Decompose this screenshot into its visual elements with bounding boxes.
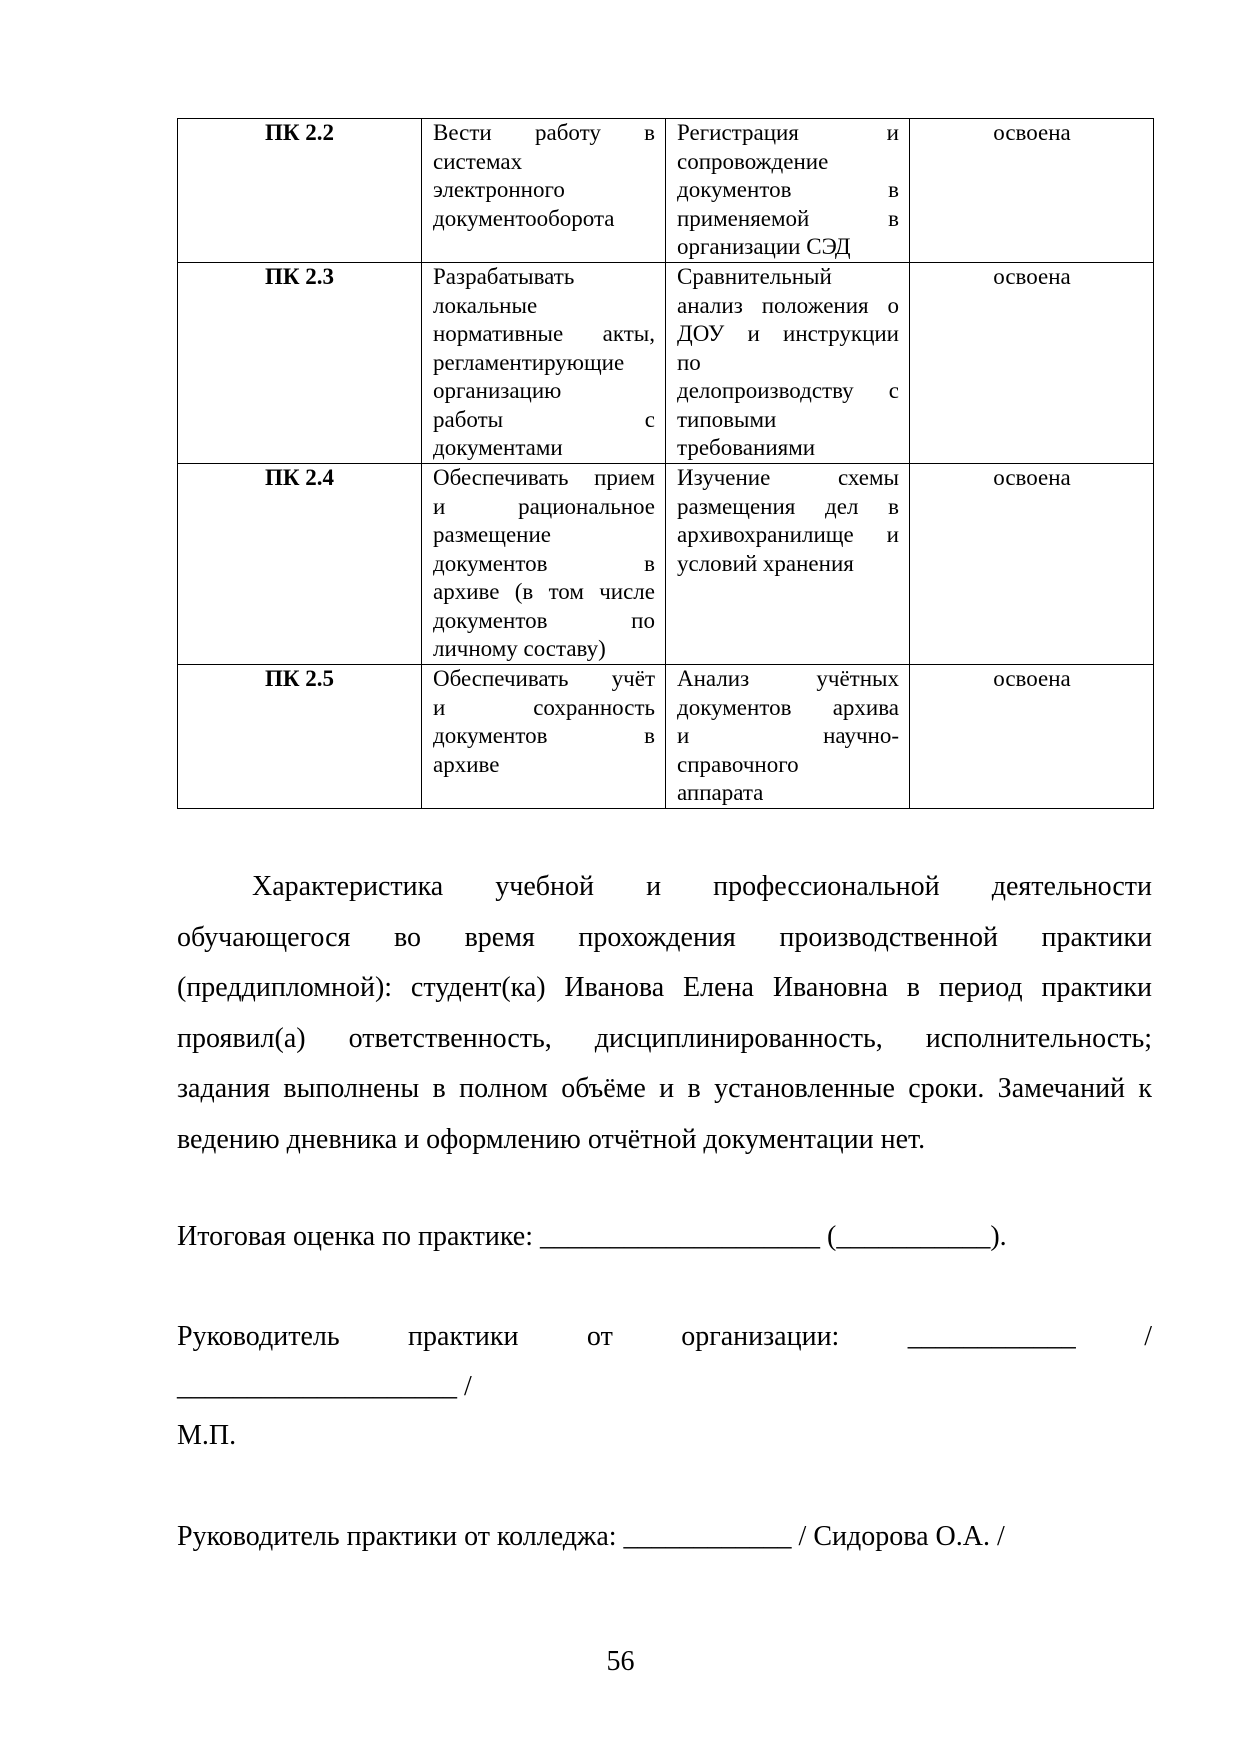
college-supervisor-line: Руководитель практики от колледжа: ____________ / Сидорова О.А. / [177, 1521, 1005, 1552]
cell-text-line: Вести работу в [433, 120, 655, 145]
task-cell [422, 464, 666, 665]
competency-code-cell: ПК 2.2 [178, 119, 422, 263]
cell-text-line: и научно- [677, 723, 899, 748]
final-grade-line: Итоговая оценка по практике: ____________________ (___________). [177, 1221, 1007, 1252]
cell-text-line: по [677, 349, 701, 375]
status-cell: освоена [910, 464, 1154, 665]
competency-code-cell: ПК 2.4 [178, 464, 422, 665]
task-cell [422, 665, 666, 809]
stamp-label: М.П. [177, 1420, 237, 1451]
cell-text-line: архиве [433, 751, 500, 777]
cell-text-line: электронного [433, 177, 565, 202]
cell-text-line: документами [433, 435, 563, 460]
paragraph-line: Характеристика учебной и профессиональной деятельности [252, 871, 1152, 902]
paragraph-line: обучающегося во время прохождения производственной практики [177, 921, 1152, 953]
cell-text-line: Обеспечивать учёт [433, 666, 655, 691]
cell-text-line: применяемой в [677, 205, 899, 231]
competencies-table [177, 118, 1154, 809]
cell-text-line: локальные [433, 292, 538, 318]
table-row [178, 464, 1154, 665]
cell-text-line: аппарата [677, 780, 764, 805]
table-row [178, 263, 1154, 464]
cell-text-line: архиве (в том числе [433, 579, 655, 604]
table-row [178, 665, 1154, 809]
cell-text-line: Анализ учётных [677, 666, 899, 691]
cell-text-line: делопроизводству с [677, 378, 899, 403]
activity-cell [666, 263, 910, 464]
cell-text-line: организации СЭД [677, 234, 851, 259]
cell-text-line: размещение [433, 522, 551, 547]
cell-text-line: ДОУ и инструкции [677, 321, 899, 346]
activity-cell [666, 665, 910, 809]
cell-text-line: документов по [433, 607, 655, 633]
cell-text-line: системах [433, 148, 523, 174]
cell-text-line: архивохранилище и [677, 522, 899, 547]
org-supervisor-line-2: ____________________ / [177, 1371, 472, 1402]
task-cell [422, 119, 666, 263]
competency-code-cell: ПК 2.5 [178, 665, 422, 809]
status-cell: освоена [910, 665, 1154, 809]
cell-text-line: документов в [433, 723, 655, 748]
cell-text-line: сопровождение [677, 148, 829, 174]
org-supervisor-line-1: Руководитель практики от организации: ____________ / [177, 1321, 1152, 1352]
cell-text-line: и рациональное [433, 493, 655, 519]
cell-text-line: анализ положения о [677, 292, 899, 318]
cell-text-line: документов архива [677, 694, 899, 720]
status-cell: освоена [910, 263, 1154, 464]
cell-text-line: справочного [677, 751, 799, 777]
activity-cell [666, 119, 910, 263]
paragraph-line: ведению дневника и оформлению отчётной документации нет. [177, 1123, 926, 1155]
cell-text-line: типовыми [677, 406, 777, 432]
cell-text-line: условий хранения [677, 550, 854, 576]
status-cell: освоена [910, 119, 1154, 263]
cell-text-line: требованиями [677, 435, 816, 460]
characteristic-paragraph [177, 862, 1152, 1165]
cell-text-line: Регистрация и [677, 120, 899, 145]
cell-text-line: Разрабатывать [433, 264, 575, 289]
cell-text-line: работы с [433, 406, 655, 432]
cell-text-line: организацию [433, 378, 562, 403]
cell-text-line: и сохранность [433, 694, 655, 720]
cell-text-line: размещения дел в [677, 493, 899, 519]
cell-text-line: Изучение схемы [677, 465, 899, 490]
cell-text-line: регламентирующие [433, 349, 625, 375]
task-cell [422, 263, 666, 464]
cell-text-line: Обеспечивать прием [433, 465, 655, 490]
cell-text-line: документов в [433, 550, 655, 576]
activity-cell [666, 464, 910, 665]
paragraph-line: задания выполнены в полном объёме и в установленные сроки. Замечаний к [177, 1073, 1152, 1104]
cell-text-line: личному составу) [433, 636, 606, 661]
cell-text-line: документооборота [433, 205, 615, 231]
competency-code-cell: ПК 2.3 [178, 263, 422, 464]
competencies-table-body [178, 119, 1154, 809]
cell-text-line: документов в [677, 177, 899, 202]
paragraph-line: проявил(а) ответственность, дисциплинированность, исполнительность; [177, 1022, 1152, 1054]
page-number: 56 [606, 1646, 635, 1677]
cell-text-line: нормативные акты, [433, 321, 655, 346]
cell-text-line: Сравнительный [677, 264, 832, 289]
paragraph-line: (преддипломной): студент(ка) Иванова Елена Ивановна в период практики [177, 972, 1152, 1003]
table-row [178, 119, 1154, 263]
